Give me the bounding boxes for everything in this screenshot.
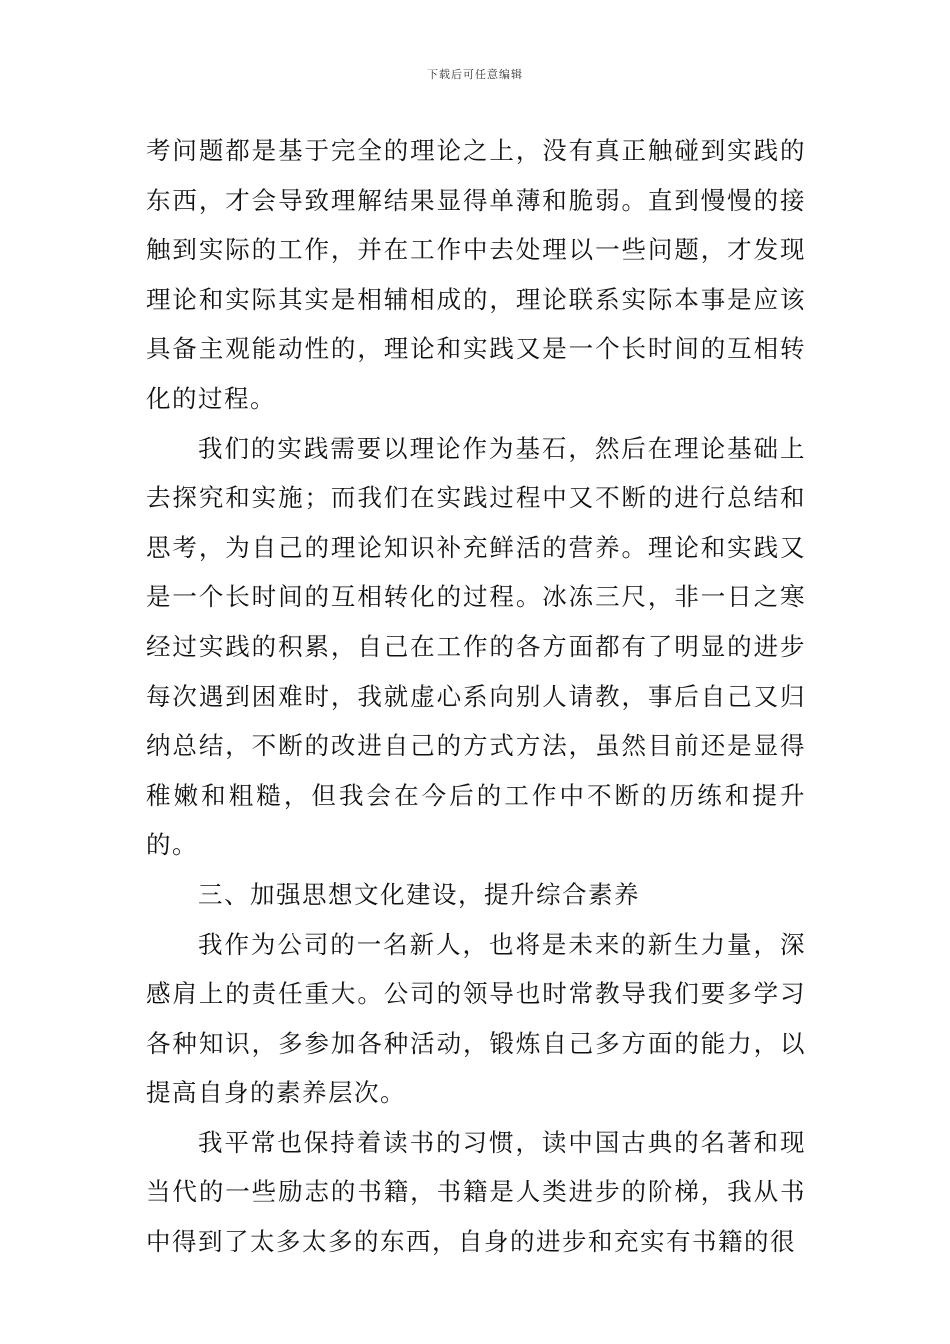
document-body [146,126,806,1267]
paragraph-2: 我们的实践需要以理论作为基石，然后在理论基础上去探究和实施；而我们在实践过程中又不断的进行总结和思考，为自己的理论知识补充鲜活的营养。理论和实践又是一个长时间的互相转化的过程。冰冻三尺，非一日之寒经过实践的积累，自己在工作的各方面都有了明显的进步每次遇到困难时，我就虚心系向别人请教，事后自己又归纳总结，不断的改进自己的方式方法，虽然目前还是显得稚嫩和粗糙，但我会在今后的工作中不断的历练和提升的。 [146,433,806,860]
section-heading: 三、加强思想文化建设，提升综合素养 [198,879,640,909]
paragraph-1: 考问题都是基于完全的理论之上，没有真正触碰到实践的东西，才会导致理解结果显得单薄和脆弱。直到慢慢的接触到实际的工作，并在工作中去处理以一些问题，才发现理论和实际其实是相辅相成的，理论联系实际本事是应该具备主观能动性的，理论和实践又是一个长时间的互相转化的过程。 [146,136,806,413]
paragraph-4: 我平常也保持着读书的习惯，读中国古典的名著和现当代的一些励志的书籍，书籍是人类进步的阶梯，我从书中得到了太多太多的东西，自身的进步和充实有书籍的很 [146,1127,806,1257]
paragraph-3: 我作为公司的一名新人，也将是未来的新生力量，深感肩上的责任重大。公司的领导也时常教导我们要多学习各种知识，多参加各种活动，锻炼自己多方面的能力，以提高自身的素养层次。 [146,929,806,1108]
page-header: 下载后可任意编辑 [427,68,523,81]
